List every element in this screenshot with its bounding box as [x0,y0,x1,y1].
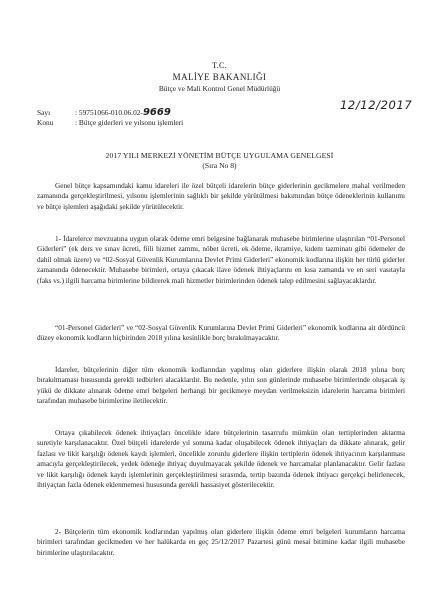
body-paragraph-institutions: İdareler, bütçelerinin diğer tüm ekonomik kodlarından yapılmış olan giderlere ilişkin olarak 2018 yılına borç bırakılmaması hususunda gerekli tedbirleri alacaklardır. Bu nedenle, yılın son günlerinde muhasebe birimlerinde oluşacak iş yükü de dikkate alınarak ödeme emri belgeleri herhangi bir gecikmeye meydan verilmeksizin idarelerin harcama birimleri tarafından muhasebe birimlerine iletilecektir. [37,366,405,406]
body-paragraph-intro: Genel bütçe kapsamındaki kamu idareleri ile özel bütçeli idarelerin bütçe giderlerinin gecikmelere mahal verilmeden zamanında gerçekleştirilmesi, yılsonu işlemlerinin sağlıklı bir şekilde yürütülmesi bakımından bütçe ödeneklerinin kullanımı ve bütçe işlemleri aşağıdaki şekilde yürütülecektir. [37,182,405,211]
body-paragraph-1: 1- İdarelerce mevzuatına uygun olarak ödeme emri belgesine bağlanarak muhasebe birimlerine ulaştırılan “01-Personel Giderleri” (ek ders ve sınav ücreti, fiili hizmet zammı, nöbet ücreti, ek ödeme, ikramiye, kıdem tazminatı gibi ödemeler de dahil olmak üzere) ve “02-Sosyal Güvenlik Kurumlarına Devlet Primi Giderleri” ekonomik kodlarına ilişkin her türlü giderler zamanında ödenecektir. Muhasebe birimleri, ortaya çıkacak ilave ödenek ihtiyaçlarını en kısa zamanda ve en seri vasıtayla (faks vs.) ilgili harcama birimlerine bildirerek mali hizmetler birimlerinden ödenek talep edilmesini sağlayacaklardır. [37,235,405,285]
sayi-line [37,107,171,118]
konu-label: Konu [37,118,54,127]
body-paragraph-2: 2- Bütçelerin tüm ekonomik kodlarından yapılmış olan giderlere ilişkin ödeme emri belgeleri kurumların harcama birimleri tarafından gecikmeden ve her halükarda en geç 25/12/2017 Pazartesi günü mesai bitimine kadar ilgili muhasebe birimlerine ulaştırılacaktır. [37,528,405,557]
konu-value: : Bütçe giderleri ve yılsonu işlemleri [75,118,184,127]
document-subtitle: (Sıra No 8) [202,161,237,170]
body-paragraph-appropriations: Ortaya çıkabilecek ödenek ihtiyaçları öncelikle idare bütçelerinin tasarrufu mümkün olan tertiplerinden aktarma suretiyle karşılanacaktır. Özel bütçeli idarelerde yıl sonuna kadar oluşabilecek ödenek ihtiyaçları da dikkate alınarak, gelir fazlası ve likit karşılığı ödenek kaydı işlemleri, öncelikle zorunlu giderlere ilişkin tertiplerin ödenek ihtiyacının karşılanması amacıyla gerçekleştirilecek, yedek ödeneğe ihtiyaç duyulmayacak şekilde ödenek ve harcamalar planlanacaktır. Gelir fazlası ve likit karşılığı ödenek kaydı işlemlerinin gerçekleştirilmesi sırasında, tertip bazında ödenek ihtiyacı gerçekçi belirlenecek, ihtiyaçtan fazla ödenek eklenmemesi hususunda gerekli hassasiyet gösterilecektir. [37,429,405,490]
sayi-handwritten-number: 9669 [142,107,171,118]
header-ministry: MALİYE BAKANLIĞI [172,72,267,82]
konu-line [37,118,183,127]
handwritten-date: 12/12/2017 [340,98,413,112]
document-title: 2017 YILI MERKEZİ YÖNETİM BÜTÇE UYGULAMA GENELGESİ [105,151,334,160]
header-tc: T.C. [212,61,227,70]
sayi-value: : 59751066-010.06.02- [75,108,143,117]
header-department: Bütçe ve Mali Kontrol Genel Müdürlüğü [158,84,281,93]
body-paragraph-personnel: “01-Personel Giderleri” ve “02-Sosyal Güvenlik Kurumlarına Devlet Primi Giderleri” ekonomik kodlarına ait dördüncü düzey ekonomik kodların hiçbirinden 2018 yılına kesinlikle borç bırakılmayacaktır. [37,324,405,343]
sayi-label: Sayı [37,108,51,117]
